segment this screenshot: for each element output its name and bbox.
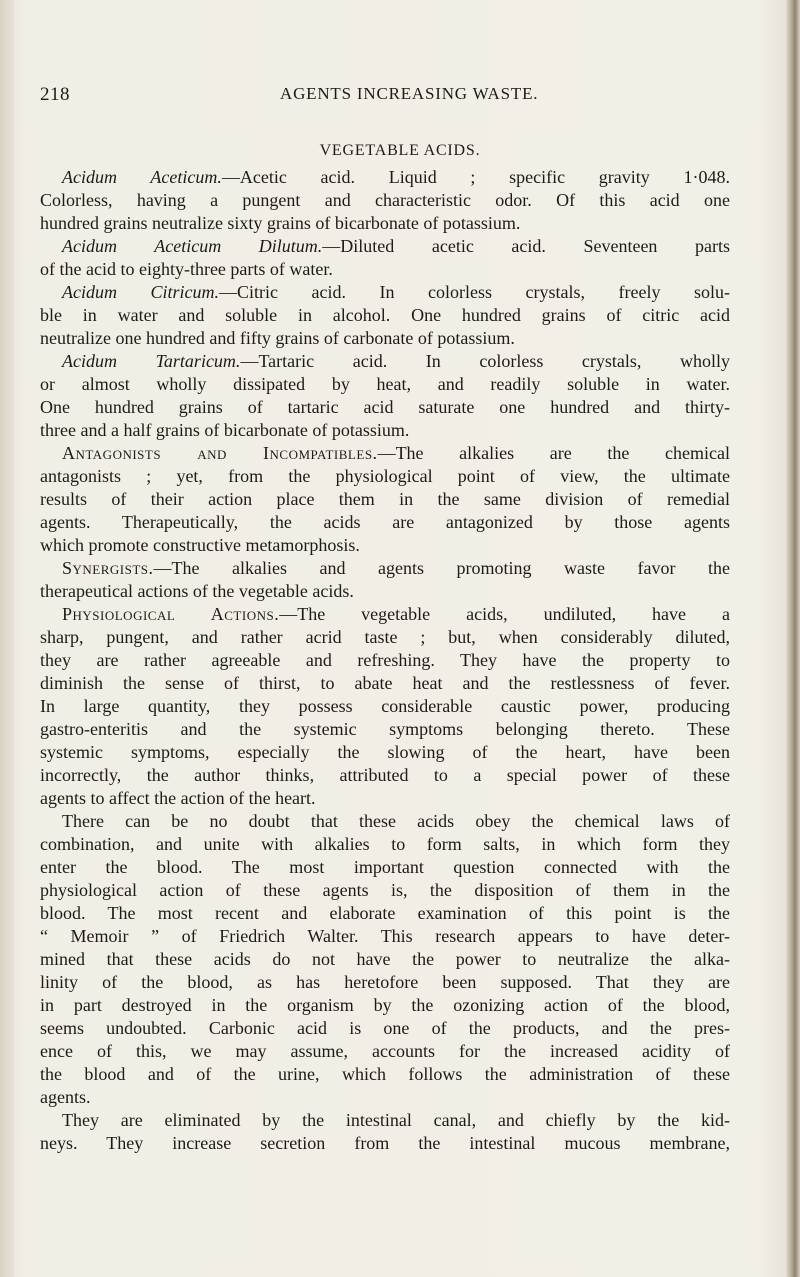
text-line [40, 1017, 730, 1040]
section-heading: Synergists. [62, 558, 154, 578]
text-line [40, 764, 730, 787]
text-run: —Diluted acetic acid. Seventeen parts [322, 236, 731, 256]
text-line [40, 1109, 730, 1132]
text-line [40, 442, 730, 465]
text-run: —The vegetable acids, undiluted, have a [279, 604, 731, 624]
text-run: the blood and of the urine, which follows the administration of these [40, 1064, 730, 1084]
text-run: blood. The most recent and elaborate examination of this point is the [40, 903, 730, 923]
text-line [40, 994, 730, 1017]
body-text [40, 166, 730, 1155]
text-run: of the acid to eighty-three parts of water. [40, 259, 333, 279]
text-line [40, 419, 730, 442]
text-run: One hundred grains of tartaric acid saturate one hundred and thirty- [40, 397, 730, 417]
running-head [40, 84, 730, 108]
text-run: —Citric acid. In colorless crystals, freely solu- [219, 282, 730, 302]
text-run: —The alkalies are the chemical [377, 443, 730, 463]
text-run: neutralize one hundred and fifty grains of carbonate of potassium. [40, 328, 515, 348]
text-run: sharp, pungent, and rather acrid taste ; but, when considerably diluted, [40, 627, 730, 647]
text-line [40, 741, 730, 764]
text-run: —Tartaric acid. In colorless crystals, wholly [240, 351, 731, 371]
text-line [40, 672, 730, 695]
text-line [40, 833, 730, 856]
text-run: enter the blood. The most important question connected with the [40, 857, 730, 877]
text-line [40, 856, 730, 879]
text-line [40, 603, 730, 626]
text-line [40, 373, 730, 396]
text-run: diminish the sense of thirst, to abate heat and the restlessness of fever. [40, 673, 730, 693]
text-line [40, 1063, 730, 1086]
text-line [40, 626, 730, 649]
text-run: in part destroyed in the organism by the ozonizing action of the blood, [40, 995, 730, 1015]
text-line [40, 695, 730, 718]
text-run: “ Memoir ” of Friedrich Walter. This research appears to have deter- [40, 926, 730, 946]
text-run: which promote constructive metamorphosis. [40, 535, 360, 555]
text-run: In large quantity, they possess considerable caustic power, producing [40, 696, 730, 716]
text-line [40, 511, 730, 534]
text-run: they are rather agreeable and refreshing. They have the property to [40, 650, 730, 670]
text-run: hundred grains neutralize sixty grains of bicarbonate of potassium. [40, 213, 521, 233]
text-run: incorrectly, the author thinks, attributed to a special power of these [40, 765, 730, 785]
text-run: They are eliminated by the intestinal canal, and chiefly by the kid- [62, 1110, 730, 1130]
text-run: seems undoubted. Carbonic acid is one of the products, and the pres- [40, 1018, 730, 1038]
running-title: AGENTS INCREASING WASTE. [280, 84, 539, 103]
text-run: gastro-enteritis and the systemic symptoms belonging thereto. These [40, 719, 730, 739]
text-line [40, 649, 730, 672]
text-line [40, 212, 730, 235]
text-run: —The alkalies and agents promoting waste favor the [153, 558, 730, 578]
text-line [40, 488, 730, 511]
drug-name-heading: Acidum Aceticum. [62, 167, 222, 187]
text-run: antagonists ; yet, from the physiological point of view, the ultimate [40, 466, 730, 486]
text-run: agents. Therapeutically, the acids are antagonized by those agents [40, 512, 730, 532]
text-run: systemic symptoms, especially the slowing of the heart, have been [40, 742, 730, 762]
text-run: combination, and unite with alkalies to form salts, in which form they [40, 834, 730, 854]
text-run: linity of the blood, as has heretofore been supposed. That they are [40, 972, 730, 992]
section-title: VEGETABLE ACIDS. [319, 142, 481, 159]
page-number: 218 [40, 84, 70, 105]
text-line [40, 166, 730, 189]
text-line [40, 718, 730, 741]
text-run: three and a half grains of bicarbonate of potassium. [40, 420, 410, 440]
text-line [40, 327, 730, 350]
section-heading: Antagonists and Incompatibles. [62, 443, 378, 463]
text-run: therapeutical actions of the vegetable acids. [40, 581, 354, 601]
drug-name-heading: Acidum Aceticum Dilutum. [62, 236, 323, 256]
text-line [40, 350, 730, 373]
text-run: Colorless, having a pungent and characteristic odor. Of this acid one [40, 190, 730, 210]
text-line [40, 1132, 730, 1155]
text-run: physiological action of these agents is, the disposition of them in the [40, 880, 730, 900]
text-run: neys. They increase secretion from the intestinal mucous membrane, [40, 1133, 730, 1153]
text-line [40, 304, 730, 327]
text-line [40, 235, 730, 258]
text-line [40, 879, 730, 902]
text-line [40, 948, 730, 971]
text-line [40, 396, 730, 419]
text-line [40, 465, 730, 488]
text-line [40, 902, 730, 925]
text-line [40, 787, 730, 810]
drug-name-heading: Acidum Citricum. [62, 282, 219, 302]
text-line [40, 281, 730, 304]
text-line [40, 1086, 730, 1109]
page-gutter [0, 0, 14, 1277]
drug-name-heading: Acidum Tartaricum. [62, 351, 241, 371]
text-run: mined that these acids do not have the power to neutralize the alka- [40, 949, 730, 969]
text-line [40, 810, 730, 833]
text-run: ence of this, we may assume, accounts for the increased acidity of [40, 1041, 730, 1061]
text-run: ble in water and soluble in alcohol. One hundred grains of citric acid [40, 305, 730, 325]
text-line [40, 580, 730, 603]
text-line [40, 189, 730, 212]
text-run: or almost wholly dissipated by heat, and readily soluble in water. [40, 374, 730, 394]
section-heading: Physiological Actions. [62, 604, 280, 624]
text-run: results of their action place them in the same division of remedial [40, 489, 730, 509]
text-line [40, 258, 730, 281]
text-line [40, 925, 730, 948]
text-run: —Acetic acid. Liquid ; specific gravity 1·048. [221, 167, 730, 187]
text-run: agents. [40, 1087, 91, 1107]
text-run: There can be no doubt that these acids obey the chemical laws of [62, 811, 730, 831]
text-run: agents to affect the action of the heart. [40, 788, 316, 808]
text-line [40, 971, 730, 994]
text-line [40, 1040, 730, 1063]
page-edge [786, 0, 800, 1277]
text-line [40, 534, 730, 557]
text-line [40, 557, 730, 580]
